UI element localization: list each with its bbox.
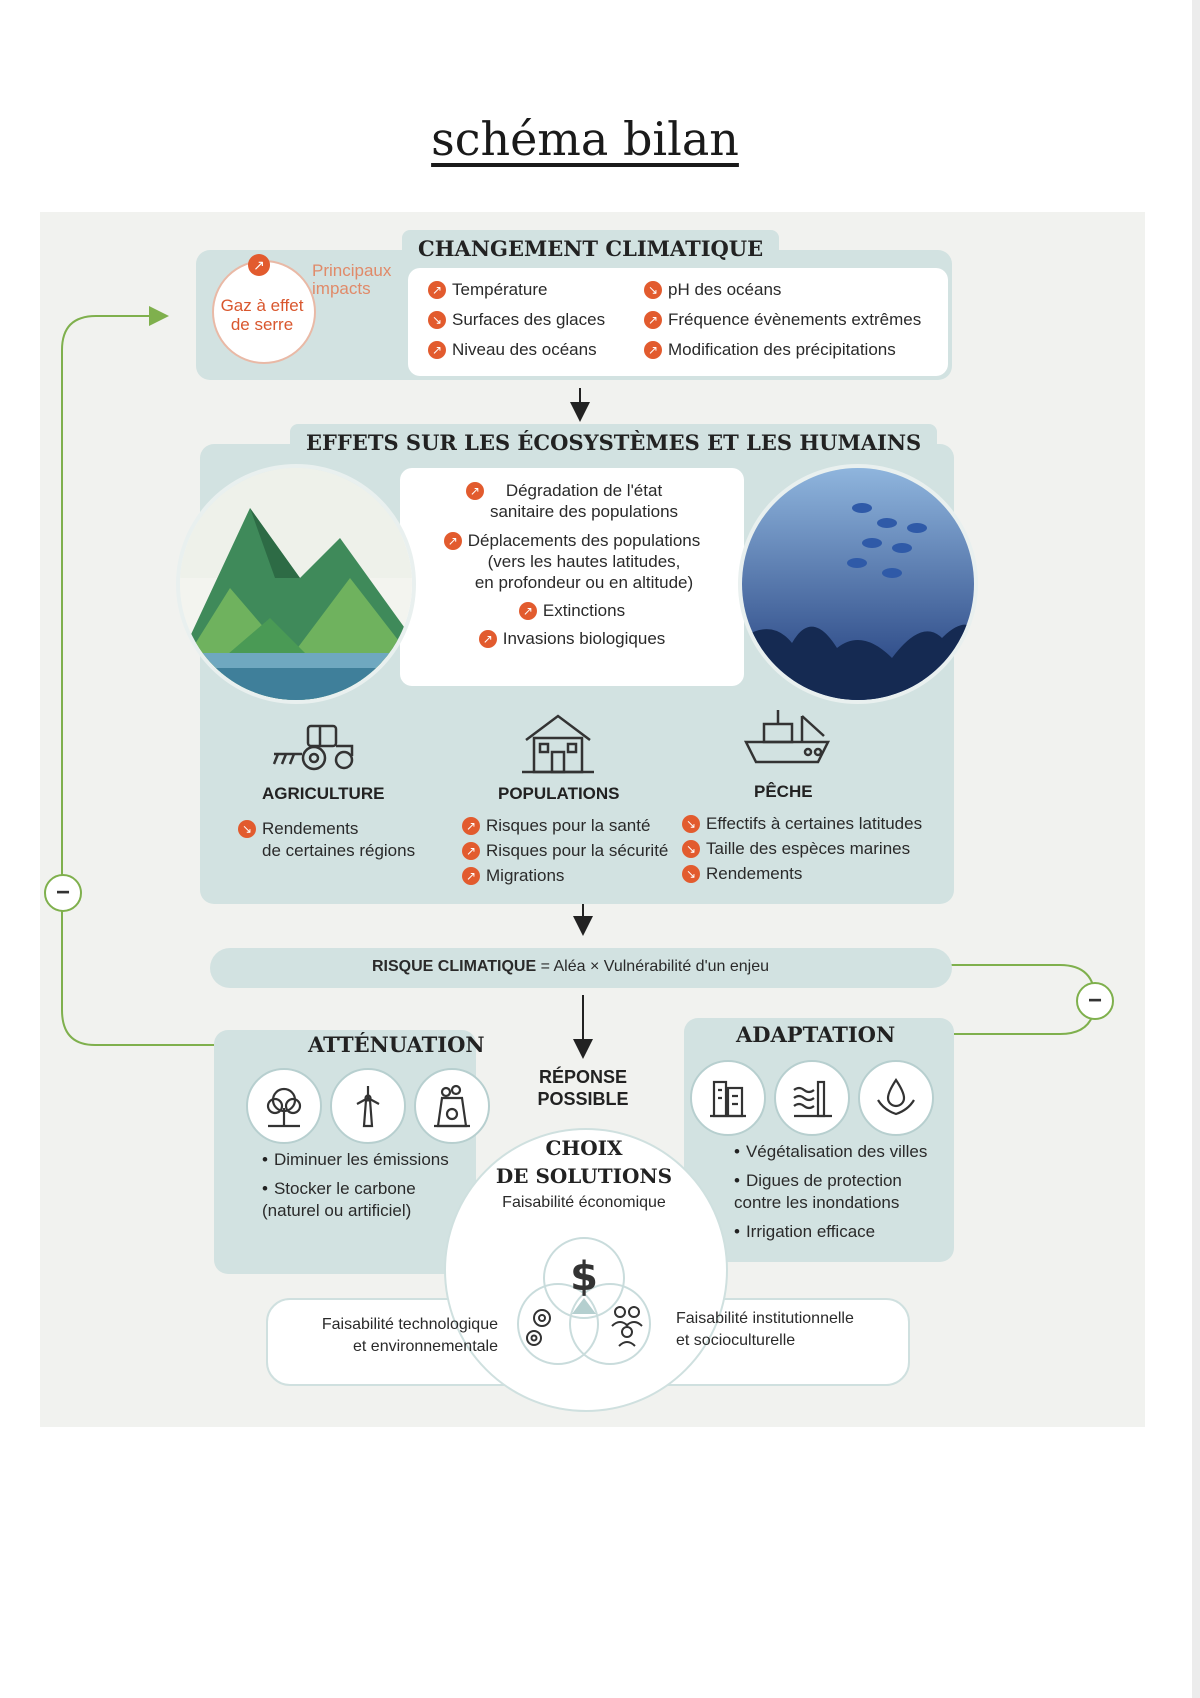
impact-item: ↘ pH des océans [644, 280, 921, 300]
increase-icon: ↗ [479, 630, 497, 648]
negative-feedback-right: − [1076, 982, 1114, 1020]
populations-title: POPULATIONS [498, 784, 620, 803]
increase-icon: ↗ [462, 817, 480, 835]
agriculture-title: AGRICULTURE [262, 784, 385, 803]
tech-feasibility-label: Faisabilité technologique et environnementale [321, 1316, 498, 1355]
increase-icon: ↗ [428, 281, 446, 299]
institutional-feasibility-label: Faisabilité institutionnelle et socioculturelle [676, 1310, 854, 1349]
effect-item: ↗ Extinctions [519, 601, 625, 621]
economic-feasibility-label: Faisabilité économique [502, 1194, 666, 1211]
increase-icon: ↗ [462, 842, 480, 860]
adaptation-header: ADAPTATION [736, 1022, 896, 1047]
adaptation-icons [690, 1060, 934, 1136]
effects-header: EFFETS SUR LES ÉCOSYSTÈMES ET LES HUMAINS [290, 424, 937, 461]
decrease-icon: ↘ [682, 815, 700, 833]
attenuation-item: • Stocker le carbone (naturel ou artificiel) [262, 1178, 449, 1222]
climate-risk-formula [372, 958, 769, 976]
wind-turbine-icon [330, 1068, 406, 1144]
adaptation-item: • Digues de protection contre les inondations [734, 1170, 927, 1214]
increase-icon: ↗ [644, 341, 662, 359]
adaptation-item: • Irrigation efficace [734, 1222, 927, 1242]
adaptation-list [734, 1142, 927, 1242]
people-icon [612, 1307, 642, 1346]
water-drop-hands-icon [858, 1060, 934, 1136]
increase-icon: ↗ [644, 311, 662, 329]
house-icon [520, 710, 596, 781]
climate-impacts-right [644, 280, 921, 360]
increase-icon: ↗ [444, 532, 462, 550]
impact-item: ↗ Température [428, 280, 605, 300]
decrease-icon: ↘ [428, 311, 446, 329]
agriculture-item: ↘ Rendements de certaines régions [238, 818, 415, 862]
climate-risk-strong: RISQUE CLIMATIQUE [372, 958, 537, 975]
impact-item: ↗ Fréquence évènements extrêmes [644, 310, 921, 330]
impact-item: ↗ Modification des précipitations [644, 340, 921, 360]
effect-item: ↗ Dégradation de l'état sanitaire des populations [466, 480, 678, 522]
attenuation-item: • Diminuer les émissions [262, 1150, 449, 1170]
fishing-boat-icon [742, 706, 832, 775]
climate-risk-rest: = Aléa × Vulnérabilité d'un enjeu [536, 958, 770, 975]
tractor-icon [268, 716, 360, 781]
increase-icon: ↗ [519, 602, 537, 620]
impact-item: ↗ Niveau des océans [428, 340, 605, 360]
increase-icon: ↗ [248, 254, 276, 276]
decrease-icon: ↘ [682, 840, 700, 858]
solutions-title: CHOIX DE SOLUTIONS [495, 1136, 673, 1188]
increase-icon: ↗ [466, 482, 484, 500]
dollar-icon: $ [570, 1254, 598, 1300]
greenhouse-gas-label: Gaz à effet de serre [220, 296, 304, 334]
venn-diagram [504, 1226, 664, 1386]
decrease-icon: ↘ [682, 865, 700, 883]
adaptation-item: • Végétalisation des villes [734, 1142, 927, 1162]
page-title: schéma bilan [431, 112, 739, 166]
peche-item: ↘ Effectifs à certaines latitudes [682, 814, 922, 834]
populations-list [462, 816, 668, 886]
gears-icon [527, 1310, 550, 1345]
decrease-icon: ↘ [238, 820, 256, 838]
effect-item: ↗ Invasions biologiques [479, 629, 666, 649]
effects-list [400, 480, 744, 649]
climate-impacts-left [428, 280, 605, 360]
green-building-icon [690, 1060, 766, 1136]
peche-item: ↘ Taille des espèces marines [682, 839, 922, 859]
increase-icon: ↗ [428, 341, 446, 359]
ocean-fish-image [738, 464, 978, 704]
population-item: ↗ Migrations [462, 866, 668, 886]
factory-icon [414, 1068, 490, 1144]
attenuation-header: ATTÉNUATION [308, 1032, 485, 1057]
attenuation-list [262, 1150, 449, 1222]
effect-item: ↗ Déplacements des populations (vers les hautes latitudes, en profondeur ou en altitude) [444, 530, 700, 593]
increase-icon: ↗ [462, 867, 480, 885]
population-item: ↗ Risques pour la santé [462, 816, 668, 836]
attenuation-icons [246, 1068, 490, 1144]
peche-list [682, 814, 922, 884]
climate-change-header: CHANGEMENT CLIMATIQUE [402, 230, 779, 267]
dike-waves-icon [774, 1060, 850, 1136]
tree-icon [246, 1068, 322, 1144]
population-item: ↗ Risques pour la sécurité [462, 841, 668, 861]
negative-feedback-left: − [44, 874, 82, 912]
peche-item: ↘ Rendements [682, 864, 922, 884]
response-label: RÉPONSE POSSIBLE [537, 1067, 629, 1109]
mountain-landscape-image [176, 464, 416, 704]
peche-title: PÊCHE [754, 782, 813, 801]
main-impacts-label: Principaux impacts [312, 261, 392, 298]
impact-item: ↘ Surfaces des glaces [428, 310, 605, 330]
decrease-icon: ↘ [644, 281, 662, 299]
